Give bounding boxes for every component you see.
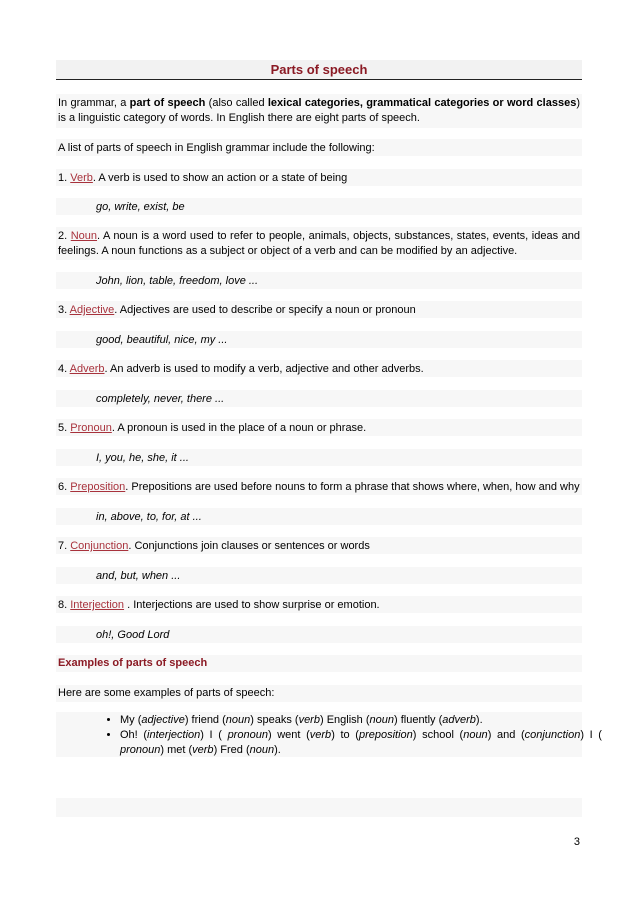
example-sentence: • My (adjective) friend (noun) speaks (verb) English (noun) fluently (adverb). [120, 713, 602, 728]
example-text: completely, never, there ... [96, 393, 225, 405]
verb-link[interactable]: Verb [70, 172, 93, 184]
conjunction-link[interactable]: Conjunction [70, 540, 129, 552]
example-text: go, write, exist, be [96, 201, 185, 213]
page-number: 3 [573, 836, 580, 848]
list-item: 7. Conjunction. Conjunctions join clauses or sentences or words [58, 540, 370, 552]
adverb-link[interactable]: Adverb [69, 363, 105, 375]
page-title: Parts of speech [56, 60, 582, 80]
list-item: 8. Interjection . Interjections are used to show surprise or emotion. [58, 599, 380, 611]
preposition-link[interactable]: Preposition [70, 481, 126, 493]
list-intro: A list of parts of speech in English grammar include the following: [58, 142, 375, 154]
example-text: and, but, when ... [96, 570, 181, 582]
list-item: 4. Adverb. An adverb is used to modify a verb, adjective and other adverbs. [58, 363, 424, 375]
example-text: good, beautiful, nice, my ... [96, 334, 228, 346]
interjection-link[interactable]: Interjection [70, 599, 125, 611]
example-text: in, above, to, for, at ... [96, 511, 202, 523]
list-item: 3. Adjective. Adjectives are used to describe or specify a noun or pronoun [58, 304, 416, 316]
noun-link[interactable]: Noun [70, 230, 98, 242]
example-sentence: • Oh! (interjection) I ( pronoun) went (verb) to (preposition) school (noun) and (conjunction) I ( pronoun) met (verb) Fred (noun). [120, 728, 602, 758]
examples-intro: Here are some examples of parts of speech: [58, 687, 275, 699]
list-item: 6. Preposition. Prepositions are used before nouns to form a phrase that shows where, when, how and why [58, 481, 580, 493]
examples-heading: Examples of parts of speech [58, 657, 208, 669]
list-item: 5. Pronoun. A pronoun is used in the place of a noun or phrase. [58, 422, 367, 434]
example-text: oh!, Good Lord [96, 629, 170, 641]
adjective-link[interactable]: Adjective [69, 304, 115, 316]
examples-list [98, 713, 602, 758]
list-item: 2. Noun. A noun is a word used to refer to people, animals, objects, substances, states, events, ideas and feelings. A noun functions as a subject or object of a verb and can be modified by an adjective. [58, 230, 580, 257]
example-text: I, you, he, she, it ... [96, 452, 189, 464]
shade-band [56, 798, 582, 817]
intro-paragraph: In grammar, a part of speech (also called lexical categories, grammatical categories or word classes) is a linguistic category of words. In English there are eight parts of speech. [58, 97, 580, 124]
list-item: 1. Verb. A verb is used to show an action or a state of being [58, 172, 348, 184]
example-text: John, lion, table, freedom, love ... [96, 275, 259, 287]
pronoun-link[interactable]: Pronoun [70, 422, 112, 434]
